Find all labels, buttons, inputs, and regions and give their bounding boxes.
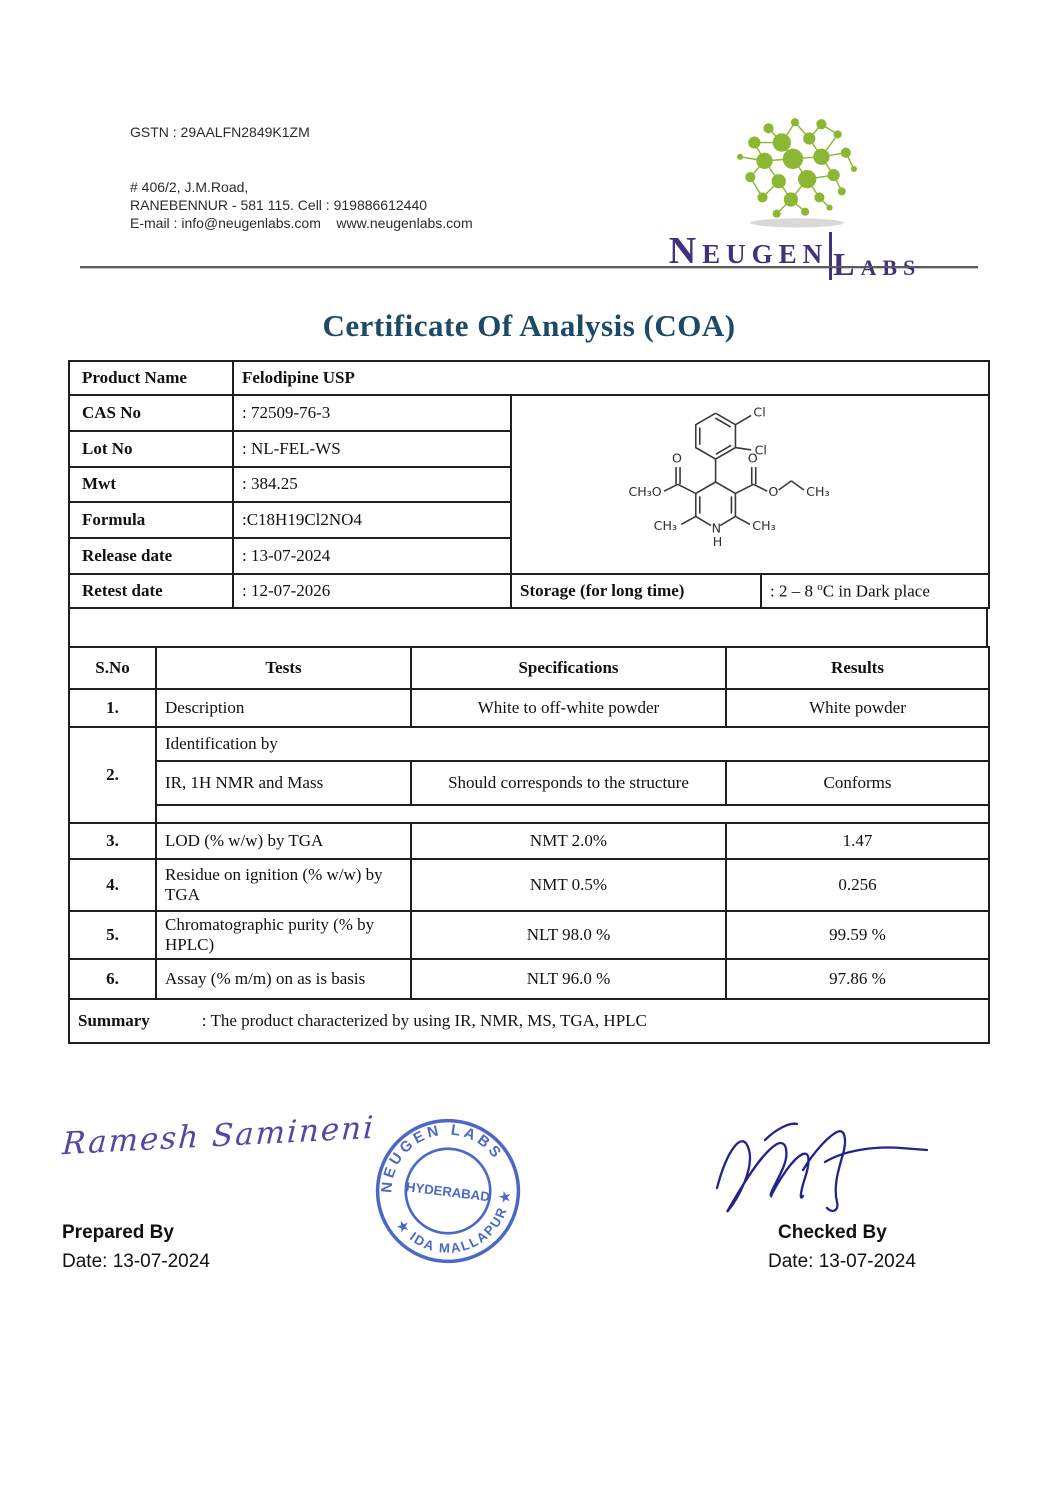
address-line-1: # 406/2, J.M.Road, [130,179,249,195]
nitrogen-atom-label: N [711,520,722,536]
col-header-specifications: Specifications [411,647,726,689]
storage-label: Storage (for long time) [511,574,761,608]
test-spec: NLT 96.0 % [411,959,726,999]
company-stamp [360,1103,536,1284]
logo-wordmark [645,232,945,280]
test-result: White powder [726,689,989,727]
summary-row [69,999,989,1043]
checked-by-block [768,1222,916,1273]
hydrogen-atom-label: H [712,534,723,550]
oxygen-atom-label: O [768,483,779,499]
test-result: Conforms [726,761,989,805]
document-title: Certificate Of Analysis (COA) [322,308,736,343]
address-line-2: RANEBENNUR - 581 115. Cell : 919886612440 [130,197,428,213]
logo-word-neugen: Neugen [668,230,829,272]
summary-label: Summary [78,1011,150,1030]
methyl-group-label: CH₃ [752,518,776,534]
table-row [69,727,989,761]
oxygen-atom-label: O [672,450,682,466]
test-sno: 4. [69,859,156,911]
mwt-label: Mwt [69,467,233,503]
prepared-by-block [62,1222,210,1273]
table-row [69,574,989,608]
table-row [69,805,989,823]
test-name: LOD (% w/w) by TGA [156,823,411,859]
chlorine-atom-label: Cl [753,404,766,420]
table-row [69,689,989,727]
test-spec: NLT 98.0 % [411,911,726,959]
checked-by-signature [705,1110,940,1230]
col-header-results: Results [726,647,989,689]
test-name: Chromatographic purity (% by HPLC) [156,911,411,959]
methyl-group-label: CH₃ [806,483,830,499]
lot-no-value: : NL-FEL-WS [233,431,511,467]
chlorine-atom-label: Cl [754,442,767,458]
storage-value: : 2 – 8 $^o$C in Dark place [761,574,989,608]
stamp-center-text: HYDERABAD [405,1179,491,1205]
checked-by-label: Checked By [778,1222,887,1243]
stamp-arc-top-text: NEUGEN LABS [378,1121,507,1194]
table-row [69,761,989,805]
test-name: IR, 1H NMR and Mass [156,761,411,805]
test-name: Description [156,689,411,727]
test-name: Residue on ignition (% w/w) by TGA [156,859,411,911]
test-sno: 5. [69,911,156,959]
formula-value: :C18H19Cl2NO4 [233,502,511,538]
product-info-table [68,360,990,609]
summary-text: : The product characterized by using IR, NMR, MS, TGA, HPLC [201,1011,647,1030]
table-row [69,823,989,859]
stamp-arc-bottom-text: ★ IDA MALLAPUR ★ [393,1188,513,1256]
test-sno: 1. [69,689,156,727]
formula-label: Formula [69,502,233,538]
company-address [130,178,473,232]
empty-cell [156,805,989,823]
round-stamp-icon [360,1103,536,1279]
test-spec: NMT 2.0% [411,823,726,859]
table-row [69,859,989,911]
logo-divider [829,232,832,280]
test-result: 99.59 % [726,911,989,959]
test-spec: White to off-white powder [411,689,726,727]
test-result: 97.86 % [726,959,989,999]
chemical-structure-cell [511,395,989,574]
methyl-group-label: CH₃ [653,518,678,534]
molecular-sphere-logo-icon [715,108,875,230]
company-logo [645,108,945,280]
coa-tables [68,360,988,1044]
prepared-by-signature: Ramesh Samineni [61,1109,376,1163]
felodipine-structure-diagram [600,396,900,568]
test-sno: 3. [69,823,156,859]
prepared-by-label: Prepared By [62,1222,174,1243]
methoxy-group-label: CH₃O [628,483,662,499]
header-divider-line [80,266,978,268]
table-row [69,911,989,959]
product-name-label: Product Name [69,361,233,395]
test-name: Assay (% m/m) on as is basis [156,959,411,999]
test-sno: 2. [69,727,156,823]
col-header-tests: Tests [156,647,411,689]
table-spacer-row [68,609,988,646]
table-row [69,959,989,999]
cas-no-label: CAS No [69,395,233,431]
mwt-value: : 384.25 [233,467,511,503]
test-result: 0.256 [726,859,989,911]
test-spec: Should corresponds to the structure [411,761,726,805]
oxygen-atom-label: O [747,450,758,466]
lot-no-label: Lot No [69,431,233,467]
release-date-value: : 13-07-2024 [233,538,511,574]
summary-cell [69,999,989,1043]
table-row [69,395,989,431]
col-header-sno: S.No [69,647,156,689]
table-row [69,361,989,395]
test-group-label: Identification by [156,727,989,761]
release-date-label: Release date [69,538,233,574]
logo-word-labs: Labs [833,246,922,282]
gstn-number: GSTN : 29AALFN2849K1ZM [130,124,310,140]
test-sno: 6. [69,959,156,999]
tests-results-table [68,646,990,1044]
tests-table-header [69,647,989,689]
retest-date-label: Retest date [69,574,233,608]
address-line-3: E-mail : info@neugenlabs.com www.neugenlabs.com [130,215,473,231]
retest-date-value: : 12-07-2026 [233,574,511,608]
test-result: 1.47 [726,823,989,859]
product-name-value: Felodipine USP [233,361,989,395]
checked-date: Date: 13-07-2024 [768,1251,916,1272]
cas-no-value: : 72509-76-3 [233,395,511,431]
prepared-date: Date: 13-07-2024 [62,1251,210,1272]
test-spec: NMT 0.5% [411,859,726,911]
